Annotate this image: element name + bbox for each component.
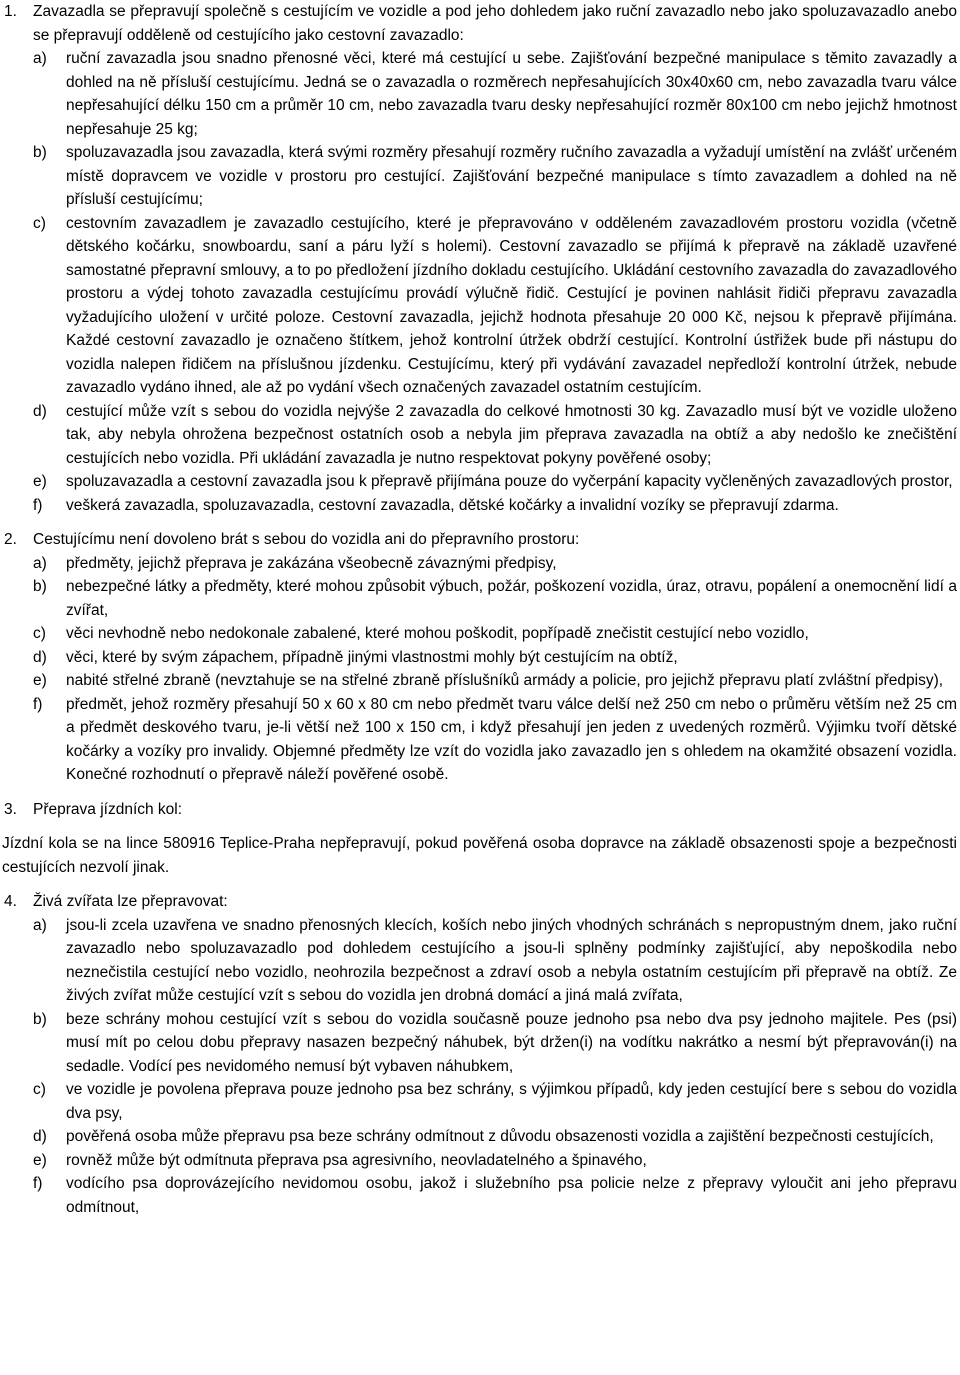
section-2-list [33, 552, 957, 787]
item-marker: d) [33, 1128, 47, 1145]
item-marker: a) [33, 50, 47, 67]
item-text: veškerá zavazadla, spoluzavazadla, cestovní zavazadla, dětské kočárky a invalidní vozíky se přepravují zdarma. [66, 496, 839, 514]
item-text: ruční zavazadla jsou snadno přenosné věci, které má cestující u sebe. Zajišťování bezpečné manipulace s těmito zavazadly a dohled na ně přísluší cestujícímu. Jedná se o zavazadla o rozměrech nepřesahujících 30x40x60 cm, nebo zavazadla tvaru válce nepřesahující délku 150 cm a průměr 10 cm, nebo zavazadla tvaru desky nepřesahující rozměr 80x100 cm nebo jejichž hmotnost nepřesahuje 25 kg; [66, 50, 957, 138]
list-item [33, 47, 957, 141]
item-text: beze schrány mohou cestující vzít s sebou do vozidla současně pouze jednoho psa nebo dva psy jednoho majitele. Pes (psi) musí mít po celou dobu přepravy nasazen bezpečný náhubek, být držen(i) na vodítku nakrátko a nesmí být přepravován(i) na sedadle. Vodící pes nevidomého nemusí být vybaven náhubkem, [66, 1010, 957, 1075]
section-4-intro: Živá zvířata lze přepravovat: [33, 893, 228, 910]
section-1-list [33, 47, 957, 517]
item-text: cestovním zavazadlem je zavazadlo cestujícího, které je přepravováno v odděleném zavazadlovém prostoru vozidla (včetně dětského kočárku, snowboardu, saní a páru lyží s holemi). Cestovní zavazadlo se přijímá k přepravě na základě uzavřené samostatné přepravní smlouvy, a to po předložení jízdního dokladu cestujícího. Ukládání cestovního zavazadla do zavazadlového prostoru a výdej tohoto zavazadla cestujícímu provádí výlučně řidič. Cestující je povinen nahlásit řidiči přepravu zavazadla vyžadujícího uložení v určité poloze. Cestovní zavazadla, jejichž hodnota přesahuje 20 000 Kč, nejsou k přepravě přijímána. Každé cestovní zavazadlo je označeno štítkem, jehož kontrolní útržek obdrží cestující. Kontrolní ústřižek bude při nástupu do vozidla nalepen řidičem na příslušnou jízdenku. Cestujícímu, který při vydávání zavazadel nepředloží kontrolní útržek, nebude zavazadlo vydáno ihned, ale až po vydání všech označených zavazadel ostatním cestujícím. [66, 214, 957, 396]
section-3-paragraph: Jízdní kola se na lince 580916 Teplice-Praha nepřepravují, pokud pověřená osoba dopravce na základě obsazenosti spoje a bezpečnosti cestujících nezvolí jinak. [2, 835, 957, 876]
item-text: rovněž může být odmítnuta přeprava psa agresivního, neovladatelného a špinavého, [66, 1151, 647, 1169]
list-item [33, 1008, 957, 1079]
item-text: vodícího psa doprovázejícího nevidomou osobu, jakož i služebního psa policie nelze z přepravy vyloučit ani jeho přepravu odmítnout, [66, 1175, 957, 1216]
list-item [33, 693, 957, 787]
item-text: předměty, jejichž přeprava je zakázána všeobecně závaznými předpisy, [66, 554, 557, 572]
item-text: nabité střelné zbraně (nevztahuje se na střelné zbraně příslušníků armády a policie, pro jejichž přepravu platí zvláštní předpisy), [66, 672, 944, 689]
section-4-list [33, 914, 957, 1220]
list-item [33, 575, 957, 622]
list-item [33, 494, 957, 518]
section-1 [2, 0, 957, 517]
item-text: ve vozidle je povolena přeprava pouze jednoho psa bez schrány, s výjimkou případů, kdy jeden cestující bere s sebou do vozidla dva psy, [66, 1081, 957, 1122]
section-2 [2, 528, 957, 787]
item-text: spoluzavazadla jsou zavazadla, která svými rozměry přesahují rozměry ručního zavazadla a vyžadují umístění na zvlášť určeném místě dopravcem ve vozidle v prostoru pro cestující. Zajišťování bezpečné manipulace s tímto zavazadlem a dohled na ně přísluší cestujícímu; [66, 144, 957, 208]
section-4-number: 4. [4, 893, 17, 910]
item-marker: f) [33, 695, 43, 713]
item-marker: c) [33, 1081, 46, 1098]
section-1-intro: Zavazadla se přepravují společně s cestujícím ve vozidle a pod jeho dohledem jako ruční zavazadlo nebo jako spoluzavazadlo anebo se přepravují odděleně od cestujícího jako cestovní zavazadlo: [33, 3, 957, 44]
list-item [33, 646, 957, 670]
section-4 [2, 890, 957, 1219]
list-item [33, 212, 957, 400]
list-item [33, 1172, 957, 1219]
item-marker: d) [33, 648, 47, 666]
item-text: pověřená osoba může přepravu psa beze schrány odmítnout z důvodu obsazenosti vozidla a zajištění bezpečnosti cestujících, [66, 1128, 934, 1145]
item-marker: f) [33, 1175, 43, 1192]
list-item [33, 141, 957, 212]
item-text: věci, které by svým zápachem, případně jinými vlastnostmi mohly být cestujícím na obtíž, [66, 648, 678, 666]
item-text: cestující může vzít s sebou do vozidla nejvýše 2 zavazadla do celkové hmotnosti 30 kg. Zavazadlo musí být ve vozidle uloženo tak, aby nebyla ohrožena bezpečnost ostatních osob a nebyla jim přeprava zavazadla na obtíž a aby nedošlo ke znečištění cestujících nebo vozidla. Při ukládání zavazadla je nutno respektovat pokyny pověřené osoby; [66, 402, 957, 467]
item-marker: c) [33, 214, 46, 232]
item-marker: b) [33, 144, 47, 161]
item-marker: f) [33, 496, 43, 514]
section-1-number: 1. [4, 3, 17, 20]
list-item [33, 1078, 957, 1125]
item-text: jsou-li zcela uzavřena ve snadno přenosných klecích, koších nebo jiných vhodných schránách s nepropustným dnem, jako ruční zavazadlo nebo spoluzavazadlo pod dohledem cestujícího a jsou-li splněny podmínky zajišťující, aby nepoškodila nebo neznečistila cestující nebo vozidlo, neohrozila bezpečnost a zdraví osob a nebyla ostatním cestujícím při přepravě na obtíž. Ze živých zvířat může cestující vzít s sebou do vozidla jen drobná domácí a jiná malá zvířata, [66, 916, 957, 1004]
item-text: nebezpečné látky a předměty, které mohou způsobit výbuch, požár, poškození vozidla, úraz, otravu, popálení a onemocnění lidí a zvířat, [66, 578, 957, 619]
item-marker: a) [33, 554, 47, 572]
section-2-number: 2. [4, 531, 17, 548]
item-marker: b) [33, 1010, 47, 1028]
item-text: věci nevhodně nebo nedokonale zabalené, které mohou poškodit, popřípadě znečistit cestující nebo vozidlo, [66, 625, 809, 642]
item-marker: b) [33, 578, 47, 595]
section-3-number: 3. [4, 800, 17, 818]
list-item [33, 1125, 957, 1149]
list-item [33, 669, 957, 693]
list-item [33, 552, 957, 576]
list-item [33, 1149, 957, 1173]
item-text: spoluzavazadla a cestovní zavazadla jsou k přepravě přijímána pouze do vyčerpání kapacity vyčleněných zavazadlových prostor, [66, 473, 953, 490]
section-3-heading: Přeprava jízdních kol: [33, 800, 183, 818]
item-marker: e) [33, 672, 47, 689]
list-item [33, 470, 957, 494]
section-2-intro: Cestujícímu není dovoleno brát s sebou do vozidla ani do přepravního prostoru: [33, 531, 580, 548]
list-item [33, 914, 957, 1008]
item-text: předmět, jehož rozměry přesahují 50 x 60 x 80 cm nebo předmět tvaru válce delší než 250 cm nebo o průměru větším než 25 cm a předmět deskového tvaru, je-li větší než 100 x 150 cm, i když přesahují jen jeden z uvedených rozměrů. Výjimku tvoří dětské kočárky a vozíky pro invalidy. Objemné předměty lze vzít do vozidla jako zavazadlo jen s ohledem na okamžité obsazení vozidla. Konečné rozhodnutí o přepravě náleží pověřené osobě. [66, 695, 957, 783]
item-marker: e) [33, 1151, 47, 1169]
item-marker: c) [33, 625, 46, 642]
item-marker: e) [33, 473, 47, 490]
list-item [33, 622, 957, 646]
item-marker: d) [33, 402, 47, 420]
item-marker: a) [33, 916, 47, 934]
section-3 [2, 798, 957, 822]
list-item [33, 400, 957, 471]
